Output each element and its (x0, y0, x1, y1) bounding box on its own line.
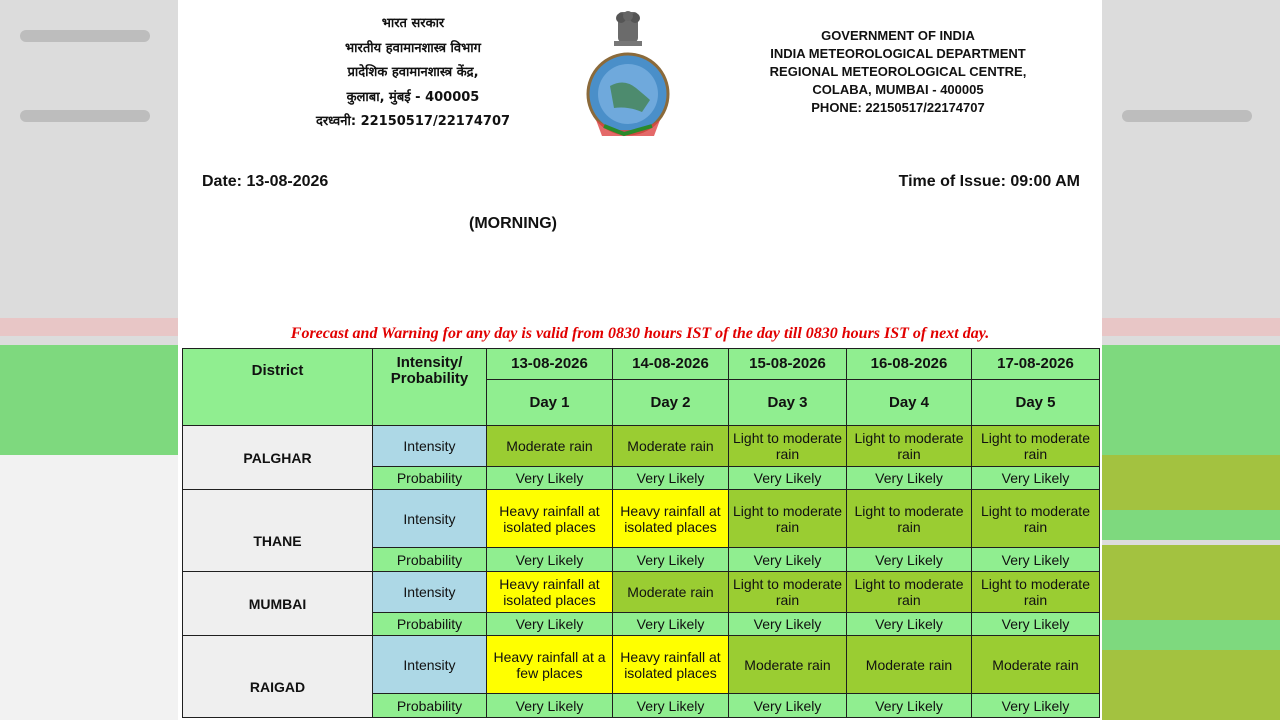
header-date: 14-08-2026 (613, 349, 729, 380)
time-of-issue: Time of Issue: 09:00 AM (898, 173, 1080, 190)
intensity-cell: Moderate rain (613, 426, 729, 467)
intensity-cell: Light to moderate rain (729, 572, 847, 613)
english-line: REGIONAL METEOROLOGICAL CENTRE, (769, 64, 1027, 79)
header-english (738, 27, 1058, 117)
intensity-label: Intensity (373, 426, 487, 467)
header-district: District (183, 349, 373, 426)
intensity-cell: Light to moderate rain (729, 426, 847, 467)
header-date: 13-08-2026 (487, 349, 613, 380)
forecast-document (178, 0, 1102, 720)
probability-cell: Very Likely (487, 613, 613, 636)
hindi-line: दरध्वनी: 22150517/22174707 (315, 114, 511, 129)
probability-cell: Very Likely (729, 613, 847, 636)
probability-label: Probability (373, 613, 487, 636)
table-row (183, 426, 1100, 467)
imd-emblem-logo (584, 8, 672, 140)
intensity-cell: Heavy rainfall at a few places (487, 636, 613, 694)
english-line: GOVERNMENT OF INDIA (821, 28, 975, 43)
probability-cell: Very Likely (729, 694, 847, 718)
intensity-cell: Moderate rain (729, 636, 847, 694)
header-day: Day 3 (729, 380, 847, 426)
intensity-cell: Light to moderate rain (847, 426, 972, 467)
background-left (0, 0, 178, 720)
probability-cell: Very Likely (972, 548, 1100, 572)
probability-cell: Very Likely (847, 613, 972, 636)
probability-cell: Very Likely (729, 548, 847, 572)
probability-cell: Very Likely (847, 548, 972, 572)
intensity-cell: Light to moderate rain (972, 572, 1100, 613)
table-row (183, 490, 1100, 548)
probability-cell: Very Likely (729, 467, 847, 490)
header-hindi (288, 12, 538, 135)
probability-cell: Very Likely (972, 694, 1100, 718)
intensity-cell: Heavy rainfall at isolated places (613, 490, 729, 548)
header-date: 17-08-2026 (972, 349, 1100, 380)
probability-cell: Very Likely (847, 467, 972, 490)
district-name: MUMBAI (183, 572, 373, 636)
english-line: INDIA METEOROLOGICAL DEPARTMENT (770, 46, 1026, 61)
district-name: PALGHAR (183, 426, 373, 490)
ashoka-lion-icon (614, 11, 642, 46)
intensity-cell: Moderate rain (613, 572, 729, 613)
header-day: Day 2 (613, 380, 729, 426)
probability-cell: Very Likely (613, 613, 729, 636)
district-name: RAIGAD (183, 636, 373, 718)
intensity-cell: Light to moderate rain (972, 426, 1100, 467)
probability-cell: Very Likely (972, 467, 1100, 490)
header-date: 16-08-2026 (847, 349, 972, 380)
intensity-cell: Moderate rain (847, 636, 972, 694)
intensity-cell: Heavy rainfall at isolated places (487, 490, 613, 548)
intensity-cell: Moderate rain (487, 426, 613, 467)
probability-label: Probability (373, 694, 487, 718)
english-line: PHONE: 22150517/22174707 (811, 100, 985, 115)
intensity-cell: Heavy rainfall at isolated places (613, 636, 729, 694)
header-day: Day 5 (972, 380, 1100, 426)
probability-cell: Very Likely (613, 467, 729, 490)
probability-cell: Very Likely (847, 694, 972, 718)
intensity-cell: Moderate rain (972, 636, 1100, 694)
intensity-cell: Light to moderate rain (729, 490, 847, 548)
hindi-line: भारत सरकार (381, 16, 445, 31)
background-right (1102, 0, 1280, 720)
probability-cell: Very Likely (487, 467, 613, 490)
intensity-cell: Light to moderate rain (972, 490, 1100, 548)
validity-warning: Forecast and Warning for any day is valid from 0830 hours IST of the day till 0830 hours IST of next day. (290, 325, 990, 342)
english-line: COLABA, MUMBAI - 400005 (812, 82, 984, 97)
table-row (183, 572, 1100, 613)
intensity-cell: Heavy rainfall at isolated places (487, 572, 613, 613)
probability-cell: Very Likely (487, 548, 613, 572)
header-day: Day 1 (487, 380, 613, 426)
header-intensity-probability: Intensity/ Probability (373, 349, 487, 426)
probability-cell: Very Likely (487, 694, 613, 718)
session-label: (MORNING) (469, 215, 557, 232)
intensity-cell: Light to moderate rain (847, 490, 972, 548)
probability-cell: Very Likely (972, 613, 1100, 636)
issue-date: Date: 13-08-2026 (202, 173, 329, 190)
probability-label: Probability (373, 548, 487, 572)
probability-cell: Very Likely (613, 694, 729, 718)
probability-label: Probability (373, 467, 487, 490)
intensity-label: Intensity (373, 636, 487, 694)
probability-cell: Very Likely (613, 548, 729, 572)
district-name: THANE (183, 490, 373, 572)
hindi-line: प्रादेशिक हवामानशास्त्र केंद्र, (347, 65, 479, 80)
intensity-label: Intensity (373, 572, 487, 613)
forecast-table (182, 348, 1100, 718)
intensity-label: Intensity (373, 490, 487, 548)
intensity-cell: Light to moderate rain (847, 572, 972, 613)
header-date: 15-08-2026 (729, 349, 847, 380)
table-row (183, 636, 1100, 694)
header-day: Day 4 (847, 380, 972, 426)
hindi-line: कुलाबा, मुंबई - 400005 (346, 89, 480, 105)
hindi-line: भारतीय हवामानशास्त्र विभाग (345, 40, 481, 56)
